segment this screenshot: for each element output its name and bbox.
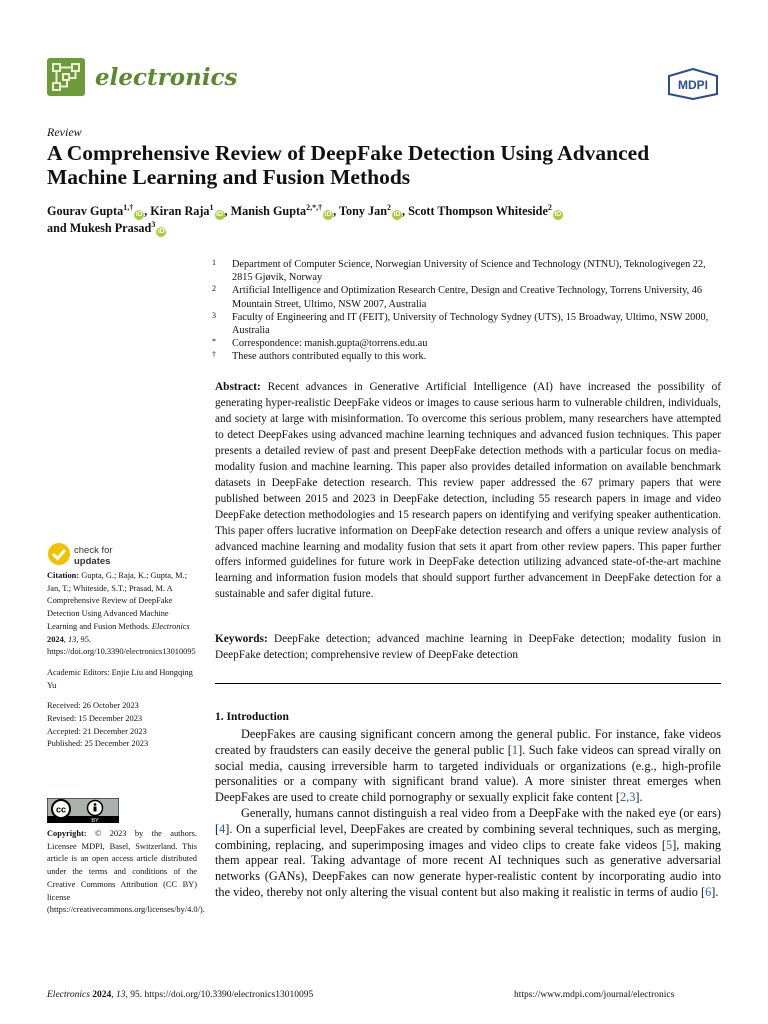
check-updates-line1: check for: [74, 545, 113, 556]
copyright-block: Copyright: © 2023 by the authors. Licensee MDPI, Basel, Switzerland. This article is an open access article distributed under the terms and conditions of the Creative Commons Attribution (CC BY) license (https://creativecommons.org/licenses/by/4.0/).: [47, 829, 205, 915]
academic-editors: Academic Editors: Enjie Liu and Hongqing Yu: [47, 667, 193, 690]
orcid-icon[interactable]: iD: [393, 211, 401, 218]
dates: [47, 700, 197, 751]
affiliations: [212, 258, 727, 364]
author-name: Gourav Gupta: [47, 204, 124, 218]
journal-logo-icon: [47, 58, 85, 96]
author-sup: 2,*,†: [306, 202, 323, 212]
author-name: Scott Thompson Whiteside: [408, 204, 548, 218]
affiliation-item: 3 Faculty of Engineering and IT (FEIT), University of Technology Sydney (UTS), 15 Broadway, Ultimo, NSW 2000, Australia: [212, 310, 709, 337]
author-name: Kiran Raja: [150, 204, 210, 218]
abstract-label: Abstract:: [215, 381, 261, 393]
keywords-label: Keywords:: [215, 633, 268, 645]
author-sup: 1: [209, 202, 214, 212]
check-for-updates-button[interactable]: [47, 542, 157, 568]
abstract: [215, 380, 721, 603]
cc-badge-text: BY: [91, 818, 99, 823]
citation-link[interactable]: 2,3: [619, 790, 636, 805]
footer-journal-url[interactable]: https://www.mdpi.com/journal/electronics: [514, 990, 675, 1000]
paragraph: DeepFakes are causing significant concern among the general public. For instance, fake videos created by fraudsters can easily deceive the general public [1]. Such fake videos can spread virally on social media, causing irreversible harm to targeted individuals or organizations (e.g., high-profile personalities or a company with significant brand value). A more sinister threat emerges when DeepFakes are used to create child pornography or sexually explicit fake content [2,3].: [215, 727, 721, 805]
citation-link[interactable]: 4: [219, 821, 226, 836]
revised-date: Revised: 15 December 2023: [47, 714, 143, 724]
author-name: Tony Jan: [339, 204, 388, 218]
author-and: and: [47, 221, 67, 235]
page-title: A Comprehensive Review of DeepFake Detection Using Advanced Machine Learning and Fusion Methods: [47, 141, 650, 189]
author-name: Mukesh Prasad: [69, 221, 152, 235]
published-date: Published: 25 December 2023: [47, 739, 149, 749]
author-list: Gourav Gupta$^{1,\dagger}$iD , Kiran Raja$^1$iD , Manish Gupta$^{2,*,\dagger}$iD , Tony Jan$^2$iD , Scott Thompson Whiteside$^2$iD and Mukesh Prasad$^3$iD: [47, 202, 562, 235]
citation-link[interactable]: 6: [705, 884, 712, 899]
cc-by-license-icon[interactable]: [47, 798, 119, 823]
divider: [215, 683, 721, 684]
author-name: Manish Gupta: [230, 204, 307, 218]
keywords: [215, 632, 721, 664]
intro-body: [215, 727, 721, 901]
section-heading: 1. Introduction: [215, 711, 289, 723]
orcid-icon[interactable]: iD: [135, 211, 143, 218]
article-type: Review: [47, 125, 82, 139]
citation-link[interactable]: 5: [666, 837, 673, 852]
check-updates-line2: updates: [74, 556, 111, 567]
orcid-icon[interactable]: iD: [554, 211, 562, 218]
affiliation-item: 1 Department of Computer Science, Norwegian University of Science and Technology (NTNU), Teknologivegen 22, 2815 Gjøvik, Norway: [212, 258, 706, 284]
citation-block: Citation: Gupta, G.; Raja, K.; Gupta, M.; Jan, T.; Whiteside, S.T.; Prasad, M. A Comprehensive Review of DeepFake Detection Using Advanced Machine Learning and Fusion Methods. Electronics 2024, 13, 95. https://doi.org/10.3390/electronics13010095: [47, 571, 196, 657]
accepted-date: Accepted: 21 December 2023: [47, 726, 147, 736]
orcid-icon[interactable]: iD: [324, 211, 332, 218]
author-sup: 2: [547, 202, 552, 212]
mdpi-logo-icon: [667, 68, 719, 100]
mdpi-logo-text: MDPI: [678, 78, 708, 92]
orcid-icon[interactable]: iD: [157, 228, 165, 235]
author-sup: 1,†: [123, 202, 134, 212]
paragraph: Generally, humans cannot distinguish a real video from a DeepFake with the naked eye (or ears) [4]. On a superficial level, DeepFakes are created by combining several techniques, such as merging, combining, replacing, and superimposing images and video clips to create fake videos [5], making them appear real. Taking advantage of more recent AI techniques such as generative adversarial networks (GANs), DeepFakes can now generate hyper-realistic content by incorporating audio into the video, thereby not only altering the visual content but also making it realistic in terms of audio [6].: [215, 805, 721, 899]
sidebar: [47, 570, 197, 759]
affiliation-item: 2 Artificial Intelligence and Optimization Research Centre, Design and Creative Technology, Torrens University, 46 Mountain Street, Ultimo, NSW 2007, Australia: [212, 284, 703, 310]
received-date: Received: 26 October 2023: [47, 701, 139, 711]
correspondence: * Correspondence: manish.gupta@torrens.edu.au: [212, 337, 428, 350]
author-sup: 2: [387, 202, 392, 212]
keywords-text: DeepFake detection; advanced machine learning in DeepFake detection; modality fusion in DeepFake detection; comprehensive review of DeepFake detection: [215, 633, 721, 661]
citation-link[interactable]: 1: [511, 742, 519, 757]
svg-text:cc: cc: [55, 804, 67, 815]
author-sup: 3: [151, 219, 156, 229]
journal-name: electronics: [95, 64, 238, 91]
equal-contribution-note: † These authors contributed equally to this work.: [212, 350, 427, 363]
footer-citation: Electronics 2024, 13, 95. https://doi.org/10.3390/electronics13010095: [47, 990, 314, 1000]
abstract-text: Recent advances in Generative Artificial Intelligence (AI) have increased the possibility of generating hyper-realistic DeepFake videos or images to cause serious harm to vulnerable children, individuals, and society at large with misinformation. To overcome this serious problem, many researchers have attempted to detect DeepFakes using advanced machine learning techniques and advanced fusion techniques. This paper presents a detailed review of past and present DeepFake detection methods with a particular focus on media-modality fusion and machine learning. This paper also provides detailed information on available benchmark datasets in DeepFake detection research. This review paper addressed the 67 primary papers that were published between 2015 and 2023 in DeepFake detection, including 55 research papers in image and video DeepFake detection methodologies and 15 research papers on identifying and verifying speaker authentication. This paper offers lucrative information on DeepFake detection research and offers a unique review analysis of advanced machine learning and modality fusion that sets it apart from other review papers. This paper further offers informed guidelines for future work in DeepFake detection utilizing advanced state-of-the-art machine learning and information fusion models that should support further advancement in DeepFake detection for a sustainable and safer digital future.: [215, 381, 721, 601]
orcid-icon[interactable]: iD: [216, 211, 224, 218]
